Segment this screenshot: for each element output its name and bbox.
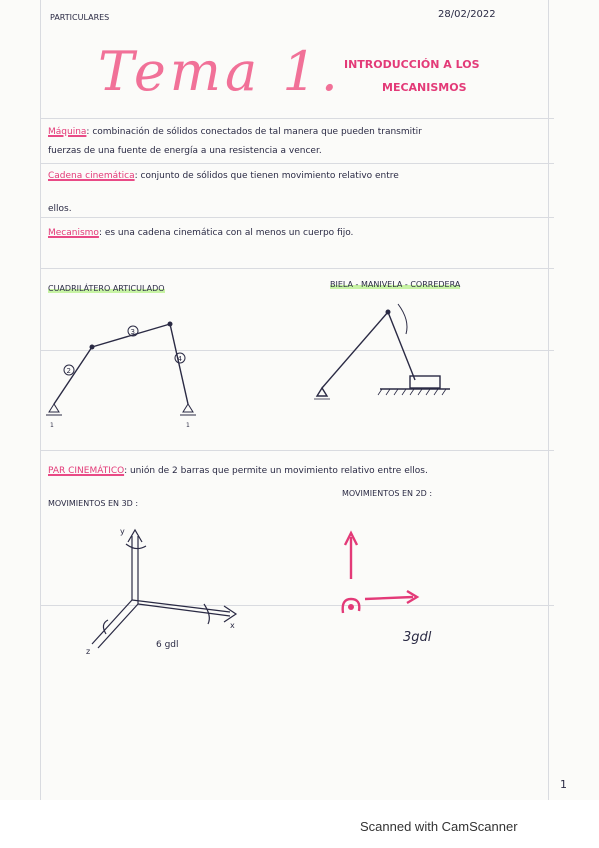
- tema-title: Tema 1.: [98, 40, 342, 103]
- scanner-watermark: Scanned with CamScanner: [360, 819, 518, 834]
- axis-y-label: y: [120, 527, 125, 536]
- definition-text: : unión de 2 barras que permite un movimiento relativo entre ellos.: [124, 466, 428, 476]
- term-cadena-cinematica: Cadena cinemática: [48, 171, 135, 181]
- date: 28/02/2022: [438, 9, 496, 20]
- rule-line: [40, 268, 554, 269]
- ground-support: [317, 388, 327, 396]
- definition-cadena: [48, 171, 399, 181]
- joint: [90, 345, 95, 350]
- axis-z-label: z: [86, 647, 91, 656]
- joint: [386, 310, 391, 315]
- mov-3d-title: MOVIMIENTOS EN 3D :: [48, 499, 139, 508]
- term-mecanismo: Mecanismo: [48, 228, 99, 238]
- margin-line: [548, 0, 549, 800]
- definition-text-cont: ellos.: [48, 204, 72, 214]
- ground-label: 1: [186, 422, 190, 429]
- slider-crank-title: BIELA - MANIVELA - CORREDERA: [330, 280, 461, 289]
- definition-text: : es una cadena cinemática con al menos un cuerpo fijo.: [98, 228, 354, 238]
- definition-mecanismo: [48, 228, 353, 238]
- gdl-2d-label: 3gdl: [403, 630, 432, 645]
- rule-line: [40, 118, 554, 119]
- slider-crank-diagram: [310, 300, 470, 420]
- definition-text: : combinación de sólidos conectados de tal manera que pueden transmitir: [86, 127, 422, 137]
- definition-text: : conjunto de sólidos que tienen movimiento relativo entre: [134, 171, 399, 181]
- gdl-3d-label: 6 gdl: [156, 640, 179, 650]
- term-par-cinematico: PAR CINEMÁTICO: [48, 466, 125, 476]
- four-bar-linkage-diagram: [40, 310, 240, 450]
- axes-3d-diagram: [80, 520, 240, 660]
- term-maquina: Máquina: [48, 127, 87, 137]
- link-label: 2: [66, 367, 71, 375]
- section-title-line2: MECANISMOS: [382, 81, 467, 94]
- rule-line: [40, 163, 554, 164]
- link-2: [54, 347, 92, 404]
- joint: [168, 322, 173, 327]
- link-label: 3: [130, 328, 135, 336]
- movements-2d-diagram: [325, 525, 445, 625]
- page-number: 1: [560, 778, 567, 791]
- ground-support: [183, 404, 193, 412]
- four-bar-title: CUADRILÁTERO ARTICULADO: [48, 284, 165, 293]
- definition-par-cinematico: [48, 466, 428, 476]
- link-4: [170, 324, 188, 404]
- axis-x-label: x: [230, 621, 235, 630]
- connecting-rod: [388, 312, 415, 380]
- link-label: 4: [177, 355, 182, 363]
- rule-line: [40, 450, 554, 451]
- mov-2d-title: MOVIMIENTOS EN 2D :: [342, 489, 433, 498]
- crank: [322, 312, 388, 388]
- rule-line: [40, 217, 554, 218]
- definition-maquina: [48, 127, 422, 137]
- ground-support: [49, 404, 59, 412]
- section-title-line1: INTRODUCCIÓN A LOS: [344, 58, 480, 71]
- subject-label: PARTICULARES: [50, 13, 110, 22]
- definition-text-cont: fuerzas de una fuente de energía a una resistencia a vencer.: [48, 146, 322, 156]
- ground-label: 1: [50, 422, 54, 429]
